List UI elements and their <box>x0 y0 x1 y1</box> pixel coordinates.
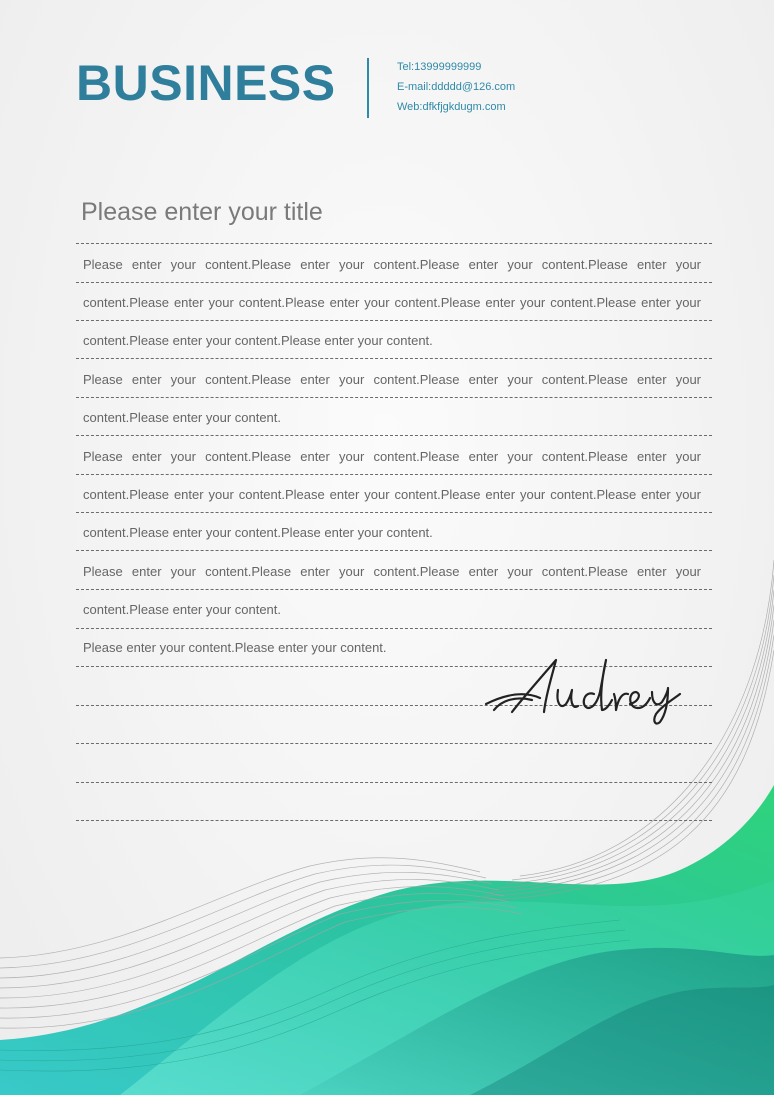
ruled-line <box>76 782 712 783</box>
ruled-line <box>76 435 712 436</box>
ruled-line <box>76 243 712 244</box>
body-line: content.Please enter your content. <box>83 410 282 425</box>
ruled-line <box>76 820 712 821</box>
body-line: Please enter your content.Please enter your content.Please enter your content.Please enter your <box>83 564 701 579</box>
ruled-line <box>76 589 712 590</box>
body-line: content.Please enter your content.Please enter your content.Please enter your content.Please enter your <box>83 487 701 502</box>
document-title: Please enter your title <box>81 198 323 226</box>
ruled-line <box>76 474 712 475</box>
ruled-line <box>76 550 712 551</box>
body-line: content.Please enter your content.Please enter your content.Please enter your content.Please enter your <box>83 295 701 310</box>
ruled-line <box>76 628 712 629</box>
signature-image <box>482 654 692 726</box>
body-line: content.Please enter your content.Please enter your content. <box>83 333 433 348</box>
body-line: Please enter your content.Please enter your content.Please enter your content.Please enter your <box>83 372 701 387</box>
ruled-line <box>76 743 712 744</box>
body-line: content.Please enter your content.Please enter your content. <box>83 525 433 540</box>
brand-logo: BUSINESS <box>76 55 336 111</box>
body-line: Please enter your content.Please enter your content.Please enter your content.Please enter your <box>83 449 701 464</box>
contact-web: Web:dfkfjgkdugm.com <box>397 101 506 113</box>
ruled-line <box>76 282 712 283</box>
contact-email: E-mail:ddddd@126.com <box>397 81 516 93</box>
ruled-line <box>76 397 712 398</box>
ruled-line <box>76 320 712 321</box>
body-line: content.Please enter your content. <box>83 602 282 617</box>
contact-tel: Tel:13999999999 <box>397 61 482 73</box>
ruled-line <box>76 358 712 359</box>
ruled-line <box>76 512 712 513</box>
body-line: Please enter your content.Please enter your content.Please enter your content.Please enter your <box>83 257 701 272</box>
header-divider <box>367 58 369 118</box>
contact-block <box>397 61 515 121</box>
body-line: Please enter your content.Please enter your content. <box>83 640 387 655</box>
